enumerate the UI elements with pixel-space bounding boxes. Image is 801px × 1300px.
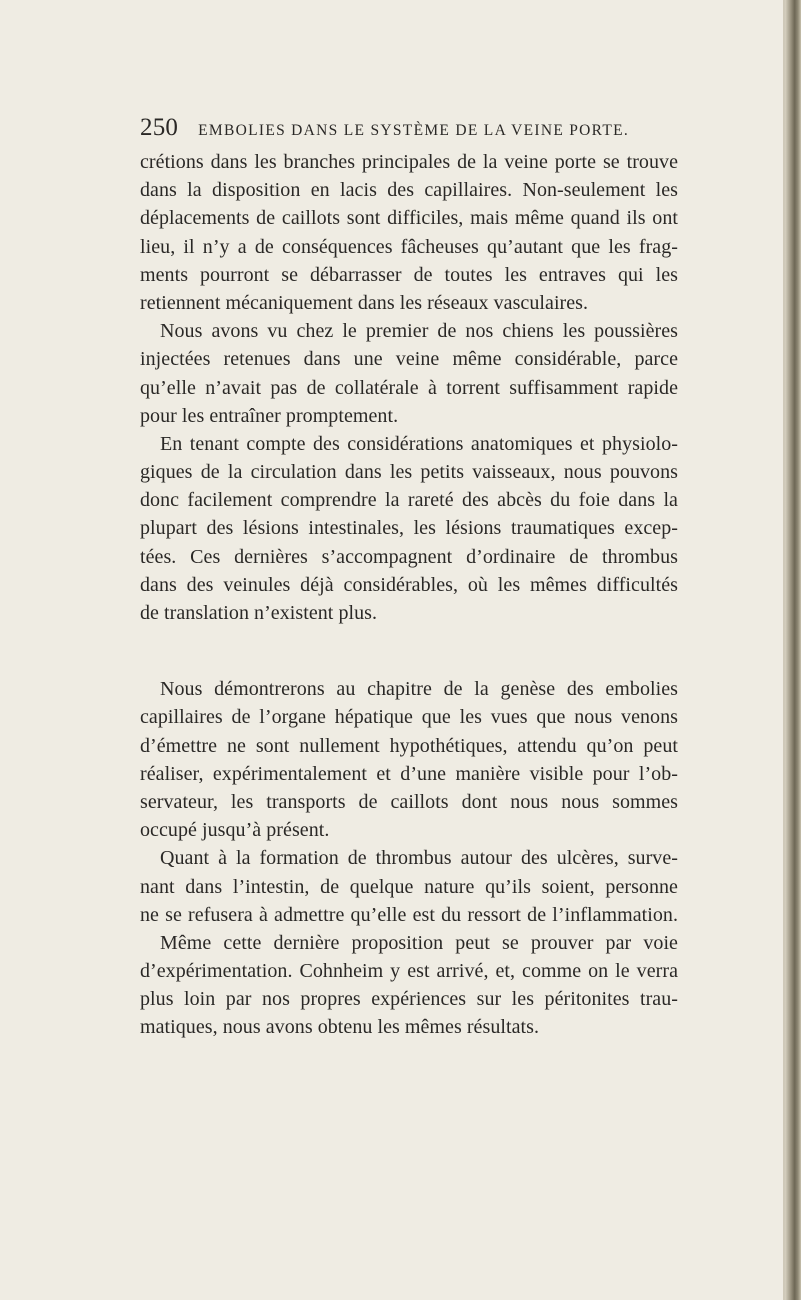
section-break — [140, 627, 678, 675]
text-line: dans la disposition en lacis des capillaires. Non-seulement les — [140, 179, 678, 202]
text-line: occupé jusqu’à présent. — [140, 819, 330, 842]
text-line: retiennent mécaniquement dans les réseaux vasculaires. — [140, 291, 589, 314]
page-number: 250 — [140, 114, 179, 141]
text-line: plus loin par nos propres expériences sur les péritonites trau- — [140, 988, 678, 1011]
text-line: Même cette dernière proposition peut se prouver par voie — [160, 931, 678, 954]
running-head: EMBOLIES DANS LE SYSTÈME DE LA VEINE PORTE. — [198, 122, 630, 139]
text-line: d’émettre ne sont nullement hypothétiques, attendu qu’on peut — [140, 734, 678, 757]
text-line: d’expérimentation. Cohnheim y est arrivé, et, comme on le verra — [140, 960, 678, 983]
text-line: lieu, il n’y a de conséquences fâcheuses qu’autant que les frag- — [140, 235, 678, 258]
text-line: En tenant compte des considérations anatomiques et physiolo- — [160, 432, 678, 455]
text-line: Quant à la formation de thrombus autour des ulcères, surve- — [160, 847, 678, 870]
text-line: giques de la circulation dans les petits vaisseaux, nous pouvons — [140, 461, 678, 484]
text-line: nant dans l’intestin, de quelque nature qu’ils soient, personne — [140, 875, 678, 898]
text-line: ne se refusera à admettre qu’elle est du ressort de l’inflammation. — [140, 903, 678, 926]
text-line: déplacements de caillots sont difficiles, mais même quand ils ont — [140, 207, 678, 230]
text-line: dans des veinules déjà considérables, où les mêmes difficultés — [140, 573, 678, 596]
text-line: de translation n’existent plus. — [140, 602, 378, 624]
text-line: réaliser, expérimentalement et d’une manière visible pour l’ob- — [140, 762, 678, 785]
text-line: capillaires de l’organe hépatique que les vues que nous venons — [140, 706, 678, 729]
text-line: crétions dans les branches principales de la veine porte se trouve — [140, 151, 678, 173]
text-line: plupart des lésions intestinales, les lésions traumatiques excep- — [140, 517, 678, 540]
text-line: Nous avons vu chez le premier de nos chiens les poussières — [160, 320, 678, 343]
page-header — [140, 114, 680, 144]
text-line: donc facilement comprendre la rareté des abcès du foie dans la — [140, 489, 678, 512]
text-line: injectées retenues dans une veine même considérable, parce — [140, 348, 678, 371]
text-line: tées. Ces dernières s’accompagnent d’ordinaire de thrombus — [140, 545, 678, 568]
text-line: pour les entraîner promptement. — [140, 404, 399, 427]
body-text — [140, 148, 678, 1042]
text-line: ments pourront se débarrasser de toutes les entraves qui les — [140, 263, 678, 286]
text-line: Nous démontrerons au chapitre de la genèse des embolies — [160, 678, 678, 701]
text-line: matiques, nous avons obtenu les mêmes résultats. — [140, 1016, 540, 1039]
text-line: servateur, les transports de caillots dont nous nous sommes — [140, 790, 678, 813]
text-line: qu’elle n’avait pas de collatérale à torrent suffisamment rapide — [140, 376, 678, 399]
page-edge-shadow — [785, 0, 801, 1300]
